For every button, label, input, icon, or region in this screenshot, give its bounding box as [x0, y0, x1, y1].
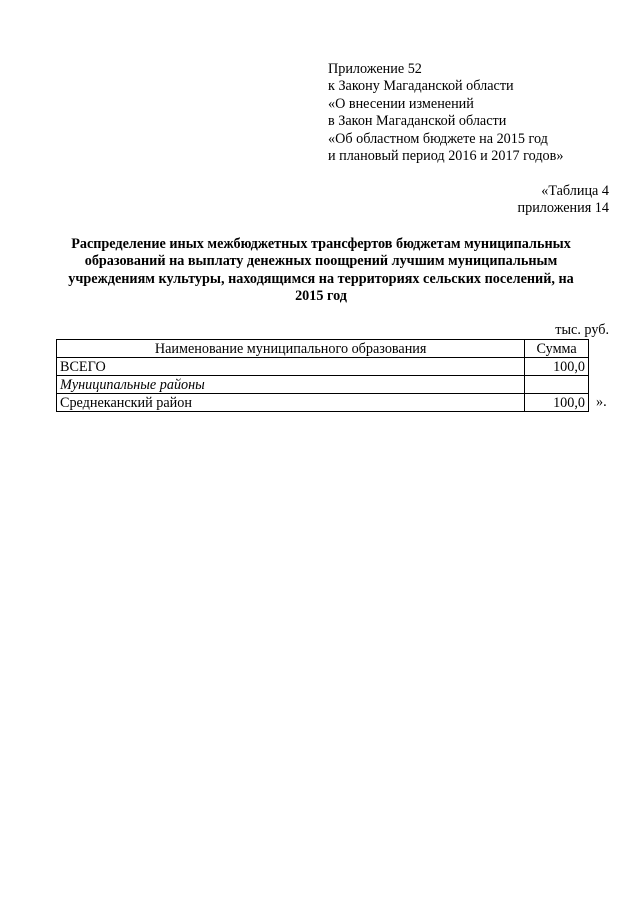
appendix-line: в Закон Магаданской области	[328, 113, 507, 130]
appendix-header	[328, 61, 563, 165]
closing-quote: ».	[596, 394, 607, 410]
table-row	[57, 394, 589, 412]
section-sum	[525, 376, 589, 394]
appendix-line: «Об областном бюджете на 2015 год	[328, 130, 548, 147]
total-name: ВСЕГО	[57, 358, 525, 376]
table-header-row	[57, 340, 589, 358]
header-sum: Сумма	[525, 340, 589, 358]
appendix-line: к Закону Магаданской области	[328, 78, 514, 95]
appendix-line: Приложение 52	[328, 61, 422, 77]
section-name: Муниципальные районы	[57, 376, 525, 394]
row-sum: 100,0	[525, 394, 589, 412]
header-name: Наименование муниципального образования	[57, 340, 525, 358]
table-row-section	[57, 376, 589, 394]
table-reference-line-1: «Таблица 4	[541, 183, 609, 199]
total-sum: 100,0	[525, 358, 589, 376]
document-title: Распределение иных межбюджетных трансфертов бюджетам муниципальных образований на выплату денежных поощрений лучшим муниципальным учреждениям культуры, находящимся на территориях сельских поселений, на 2015 год	[68, 236, 574, 305]
appendix-line: «О внесении изменений	[328, 95, 474, 112]
appendix-line: и плановый период 2016 и 2017 годов»	[328, 148, 564, 165]
units-label: тыс. руб.	[555, 322, 609, 338]
row-name: Среднеканский район	[57, 394, 525, 412]
table-reference-line-2: приложения 14	[517, 200, 609, 217]
table-row-total	[57, 358, 589, 376]
table-reference	[518, 183, 609, 218]
distribution-table	[56, 339, 589, 412]
